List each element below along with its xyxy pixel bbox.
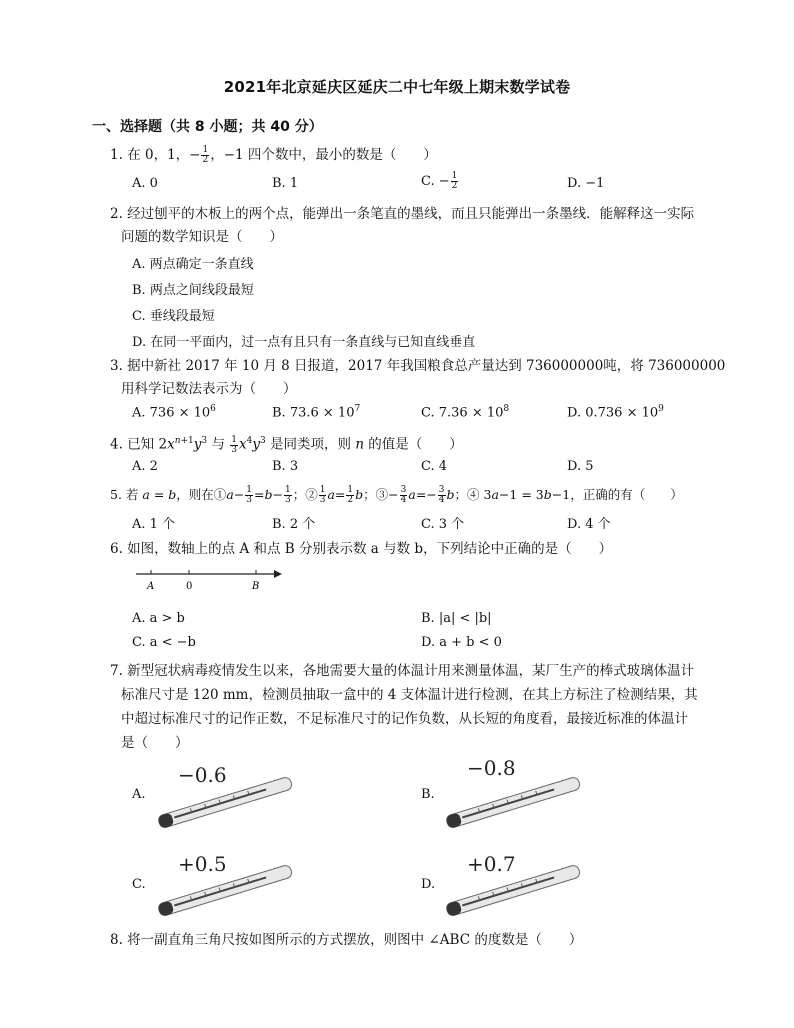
question-2-line-2: 问题的数学知识是（ ） bbox=[121, 229, 283, 245]
option-b[interactable]: B. 1 bbox=[272, 176, 299, 191]
arrow-head-icon bbox=[274, 570, 282, 578]
question-7-line-4: 是（ ） bbox=[121, 735, 189, 751]
option-c[interactable]: C. 垂线段最短 bbox=[132, 309, 215, 324]
option-a[interactable]: A. a > b bbox=[132, 611, 185, 626]
option-d[interactable]: D. 在同一平面内，过一点有且只有一条直线与已知直线垂直 bbox=[132, 335, 476, 350]
option-d[interactable]: D. 4 个 bbox=[567, 517, 611, 532]
option-c[interactable]: C. bbox=[132, 877, 146, 892]
option-a[interactable]: A. 1 个 bbox=[132, 517, 176, 532]
option-c[interactable]: C. 4 bbox=[421, 459, 448, 474]
option-b[interactable]: B. $73.6 \times 10^7$ bbox=[272, 404, 361, 421]
thermometer-a-icon bbox=[150, 772, 300, 832]
thermometer-d-icon bbox=[438, 860, 588, 920]
question-text: 在 0，1， bbox=[127, 147, 190, 163]
thermometer-a-value: −0.6 bbox=[178, 763, 227, 787]
question-7-line-3: 中超过标准尺寸的记作正数，不足标准尺寸的记作负数，从长短的角度看，最接近标准的体温计 bbox=[121, 711, 688, 727]
section-heading: 一、选择题（共 8 小题；共 40 分） bbox=[92, 119, 323, 135]
question-3-line-2: 用科学记数法表示为（ ） bbox=[121, 381, 297, 397]
option-d[interactable]: D. 5 bbox=[567, 459, 594, 474]
option-d[interactable]: D. bbox=[421, 877, 436, 892]
option-a[interactable]: A. 2 bbox=[132, 459, 158, 474]
option-c[interactable]: C. 3 个 bbox=[421, 517, 465, 532]
thermometer-b-icon bbox=[438, 772, 588, 832]
axis-label-zero: 0 bbox=[186, 581, 193, 592]
axis-label-b: B bbox=[252, 581, 260, 592]
option-b[interactable]: B. bbox=[421, 787, 435, 802]
question-4: 4. 已知 $2x^{n+1}y^3$ 与 $\frac{1}{3}$ $x^4y^3$ 是同类项，则 n 的值是（ ） bbox=[110, 434, 463, 455]
question-6: 6. 如图，数轴上的点 A 和点 B 分别表示数 a 与数 b，下列结论中正确的是（ ） bbox=[110, 541, 613, 557]
thermometer-c-icon bbox=[150, 860, 300, 920]
option-b[interactable]: B. 2 个 bbox=[272, 517, 316, 532]
option-a[interactable]: A. bbox=[132, 787, 146, 802]
question-number: 1. bbox=[110, 147, 123, 163]
option-d[interactable]: D. −1 bbox=[567, 176, 605, 191]
option-d[interactable]: D. $0.736 \times 10^9$ bbox=[567, 404, 664, 421]
page-title: 2021年北京延庆区延庆二中七年级上期末数学试卷 bbox=[223, 78, 571, 96]
option-a[interactable]: A. 0 bbox=[132, 176, 158, 191]
neg-half: − $\frac{1}{2}$ bbox=[189, 145, 209, 165]
question-2-line-1: 2. 经过刨平的木板上的两个点，能弹出一条笔直的墨线，而且只能弹出一条墨线．能解释这一实际 bbox=[110, 206, 695, 222]
option-a[interactable]: A. 两点确定一条直线 bbox=[132, 257, 254, 272]
option-a[interactable]: A. $736 \times 10^6$ bbox=[132, 404, 216, 421]
option-b[interactable]: B. |a| < |b| bbox=[421, 611, 492, 626]
question-1 bbox=[110, 146, 437, 165]
number-line-figure bbox=[134, 566, 284, 594]
option-b[interactable]: B. 3 bbox=[272, 459, 299, 474]
thermometer-c-value: +0.5 bbox=[178, 852, 227, 876]
option-c[interactable]: C. a < −b bbox=[132, 635, 196, 650]
question-7-line-2: 标准尺寸是 120 mm，检测员抽取一盒中的 4 支体温计进行检测，在其上方标注了检测结果，其 bbox=[121, 687, 698, 703]
question-3-line-1: 3. 据中新社 2017 年 10 月 8 日报道，2017 年我国粮食总产量达到 736000000吨，将 736000000 bbox=[110, 358, 726, 374]
thermometer-d-value: +0.7 bbox=[467, 852, 516, 876]
option-d[interactable]: D. a + b < 0 bbox=[421, 635, 502, 650]
option-b[interactable]: B. 两点之间线段最短 bbox=[132, 283, 254, 298]
question-7-line-1: 7. 新型冠状病毒疫情发生以来，各地需要大量的体温计用来测量体温，某厂生产的棒式玻璃体温计 bbox=[110, 663, 695, 679]
option-c[interactable]: C. − $\frac{1}{2}$ bbox=[421, 171, 458, 191]
question-5: 5. 若 a = b，则在①a− $\frac{1}{3}$ =b− $\frac{1}{3}$ ；② $\frac{1}{3}$ a= $\frac{1}{2}$ b；③− $\frac{3}{4}$ a=− $\frac{3}{4}$ b；④ 3a−1 = 3b−1，正确的有（ ） bbox=[110, 485, 683, 505]
option-c[interactable]: C. $7.36 \times 10^8$ bbox=[421, 404, 510, 421]
question-8: 8. 将一副直角三角尺按如图所示的方式摆放，则图中 ∠ABC 的度数是（ ） bbox=[110, 932, 583, 948]
question-text: ，−1 四个数中，最小的数是（ ） bbox=[210, 147, 437, 163]
axis-label-a: A bbox=[147, 581, 155, 592]
thermometer-b-value: −0.8 bbox=[467, 756, 516, 780]
